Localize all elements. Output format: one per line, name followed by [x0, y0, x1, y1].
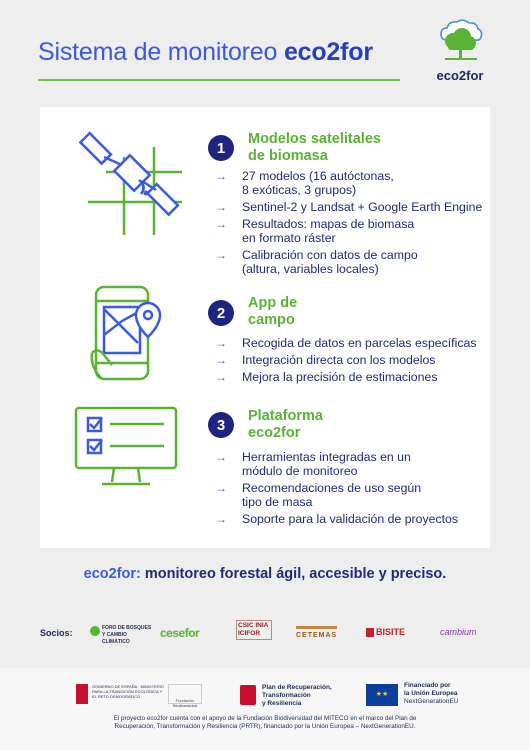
partner-logo-bisite: BISITE [366, 627, 405, 637]
section-3-title-line1: Plataforma [248, 408, 323, 424]
partners-label: Socios: [40, 628, 73, 638]
logo-text: eco2for [436, 68, 484, 83]
list-item: → Sentinel-2 y Landsat + Google Earth Engine [215, 200, 483, 214]
title-prefix: Sistema de monitoreo [38, 38, 284, 66]
eu-funding-logo: ★★ Financiado por la Unión Europea NextGenerationEU [366, 682, 459, 706]
tagline-text: monitoreo forestal ágil, accesible y preciso. [140, 566, 447, 582]
list-item: → Mejora la precisión de estimaciones [215, 370, 438, 384]
list-item: → 27 modelos (16 autóctonas, 8 exóticas, 3 grupos) [215, 169, 394, 197]
arrow-right-icon: → [215, 200, 227, 214]
list-item: → Resultados: mapas de biomasa en formato ráster [215, 217, 415, 245]
section-1-title-line1: Modelos satelitales [248, 131, 381, 147]
list-item: → Herramientas integradas en un módulo de monitoreo [215, 450, 411, 478]
features-card [40, 107, 490, 548]
arrow-right-icon: → [215, 353, 227, 367]
section-3-bullets [215, 450, 490, 529]
tree-cloud-icon [435, 16, 485, 66]
list-item: → Integración directa con los modelos [215, 353, 436, 367]
arrow-right-icon: → [215, 169, 227, 183]
fundacion-biodiversidad-logo: Fundación Biodiversidad [168, 684, 202, 704]
partner-logo-cesefor: cesefor [160, 626, 200, 640]
section-2-number: 2 [208, 300, 234, 326]
arrow-right-icon: → [215, 512, 227, 526]
list-item: → Recogida de datos en parcelas específicas [215, 336, 477, 350]
list-item: → Recomendaciones de uso según tipo de masa [215, 481, 422, 509]
prtr-logo: Plan de Recuperación, Transformación y Resiliencia [238, 684, 332, 708]
satellite-icon [76, 127, 186, 237]
tagline-brand: eco2for: [83, 566, 141, 582]
mobile-map-icon [88, 283, 178, 383]
arrow-right-icon: → [215, 481, 227, 495]
monitor-checklist-icon [72, 404, 182, 488]
section-2-title [248, 295, 297, 329]
section-1-title [248, 131, 381, 165]
section-1-number: 1 [208, 135, 234, 161]
section-2-title-line1: App de [248, 295, 298, 311]
section-3-title [248, 408, 323, 442]
partner-logo-csic: CSIC INIA ICIFOR [236, 620, 272, 640]
section-1-title-line2: de biomasa [248, 148, 328, 164]
partner-logo-cambium: cambium [440, 627, 477, 637]
ministry-logo: GOBIERNO DE ESPAÑA · MINISTERIO PARA LA TRANSICIÓN ECOLÓGICA Y EL RETO DEMOGRÁFICO [76, 684, 164, 704]
eco2for-logo [430, 16, 490, 88]
partner-logo-cetemas: CETEMAS [296, 626, 337, 639]
tagline [0, 566, 530, 582]
list-item: → Soporte para la validación de proyectos [215, 512, 459, 526]
list-item: → Calibración con datos de campo (altura, variables locales) [215, 248, 418, 276]
footer [0, 668, 530, 750]
arrow-right-icon: → [215, 217, 227, 231]
title-brand: eco2for [283, 38, 373, 66]
partner-logo-foro: FORO DE BOSQUES Y CAMBIO CLIMÁTICO [90, 625, 152, 646]
eu-flag-icon: ★★ [366, 684, 398, 706]
arrow-right-icon: → [215, 248, 227, 262]
arrow-right-icon: → [215, 370, 227, 384]
section-3-title-line2: eco2for [248, 425, 301, 441]
section-3-number: 3 [208, 412, 234, 438]
funding-note: El proyecto eco2for cuenta con el apoyo de la Fundación Biodiversidad del MITECO en el marco del Plan de Recuperación, Transformación y Resiliencia (PRTR), financiado por la Unión Europea – NextGenerationEU. [113, 715, 417, 730]
section-2-title-line2: campo [248, 312, 295, 328]
page-title [38, 38, 373, 67]
arrow-right-icon: → [215, 450, 227, 464]
arrow-right-icon: → [215, 336, 227, 350]
section-2-bullets [215, 336, 490, 387]
title-underline [38, 79, 400, 81]
section-1-bullets [215, 169, 490, 279]
